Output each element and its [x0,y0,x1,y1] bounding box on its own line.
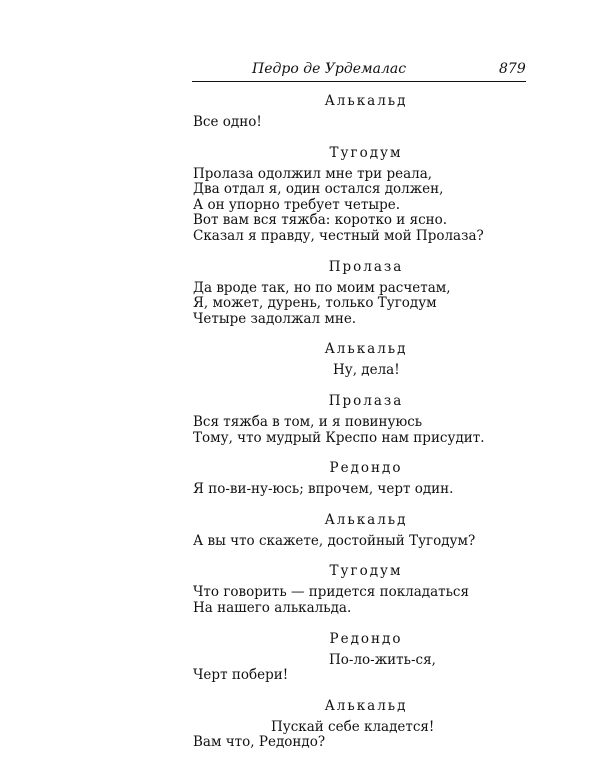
verse-line: А вы что скажете, достойный Тугодум? [193,532,476,549]
page-number: 879 [499,61,526,77]
speech-block [193,415,533,446]
speaker-name: Алькальд [324,511,408,528]
verse-line: Вам что, Редондо? [193,734,326,751]
speech-block [193,281,533,328]
speaker-name: Алькальд [324,341,408,358]
speech-block [193,363,533,379]
speech-block [193,115,533,131]
speech-block [193,167,533,245]
speaker-name: Алькальд [324,697,408,714]
verse-line: На нашего алькальда. [193,599,352,616]
speech-block [193,653,533,684]
verse-line: Сказал я правду, честный мой Пролаза? [193,227,484,244]
verse-line: Что говорить — придется покладаться [193,584,470,601]
header-rule [192,81,526,82]
verse-line: Два отдал я, один остался должен, [193,181,444,198]
verse-line: По-ло-жить-ся, [329,651,436,668]
verse-line: Черт побери! [193,667,289,684]
play-text [193,83,533,751]
verse-line: Вся тяжба в том, и я повинуюсь [193,413,423,430]
speaker-name: Тугодум [329,144,403,161]
verse-line: Вот вам вся тяжба: коротко и ясно. [193,212,448,229]
verse-line: Я по-ви-ну-юсь; впрочем, черт один. [193,481,454,498]
verse-line: Пролаза одолжил мне три реала, [193,165,433,182]
running-title: Педро де Урдемалас [252,61,407,77]
verse-line: Четыре задолжал мне. [193,310,357,327]
speaker-name: Алькальд [324,93,408,109]
verse-line: Я, может, дурень, только Тугодум [193,295,437,312]
speech-block [193,534,533,550]
verse-line: А он упорно требует четыре. [193,196,401,213]
speech-block [193,585,533,616]
verse-line: Ну, дела! [333,362,400,379]
verse-line: Все одно! [193,114,262,130]
speaker-name: Редондо [329,460,403,477]
speech-block [193,482,533,498]
speaker-name: Редондо [329,630,403,647]
verse-line: Да вроде так, но по моим расчетам, [193,279,451,296]
verse-line: Пускай себе кладется! [271,718,435,735]
speaker-name: Тугодум [329,563,403,580]
speaker-name: Пролаза [328,258,404,275]
speaker-name: Пролаза [328,392,404,409]
speech-block [193,720,533,751]
verse-line: Тому, что мудрый Креспо нам присудит. [193,429,485,446]
